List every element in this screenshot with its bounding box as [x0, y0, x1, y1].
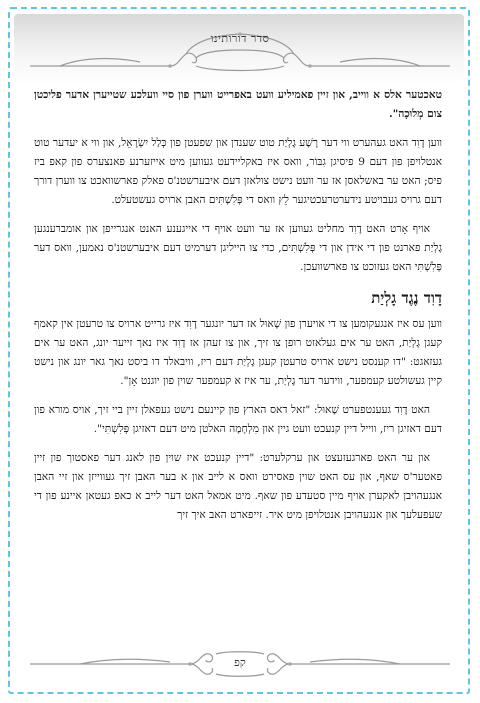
body-paragraph: האט דָוִד געענטפערט שָׁאוּל: "זאל דאס הארץ פון קיינעם נישט געפאלן זיין ביי זיך, אויס מורא פון דעם דאזיגן ריז, ווייל דיין קנעכט וועט גיין און מִלְחָמָה האלטן מיט דעם דאזיגן פְּלִשְׁתִּי". [34, 404, 442, 435]
page-body [34, 86, 442, 646]
body-paragraph: אויף אָרט האט דָוִד מחליט געווען אז ער וועט אויף די אייגענע האנט אנגרייפן און אומברענגען גָלְיַת פארנט פון די אידן און די פְּלִשְׁתִּים, כדי צו הייליגן דערמיט דעם איבערשטנ'ס נאמען, וואס דער פְּלִשְׁתִּי האט געזוכט צו פארשוועכן. [34, 223, 442, 273]
section-heading: דָוִד נֶגֶד גָלְיַת [371, 289, 442, 307]
body-paragraph: ווען דָוִד האט געהערט ווי דער רָשָׁע גָלְיַת טוט שענדן און שפעטן פון כְּלַל יִשְׂרָאֵל, און ווי א יעדער טוט אנטלויפן פון דעם 9 פיסיגן גִבּוֹר, וואס איז באקליידעט געווען מיט אייזערנע פאנצערס פון קאפ ביז פיס; האט ער באשלאסן אז ער וועט נישט צולאזן דעם איבערשטנ'ס פאלק פארשוואכט צו ווערן דורך דעם גרויס געבויטע נידערטרעכטיגער לֵץ וואס די פְּלִשְׁתִּים האבן ארויס געשטעלט. [34, 137, 442, 206]
running-header-title: סדר דורותינו [210, 32, 270, 45]
body-paragraph: טאכטער אלס א ווייב, און זיין פאמיליע וועט באפרייט ווערן פון סיי וועלכע שטייערן אדער פליכטן צום מְלוּכָה". [34, 89, 442, 120]
body-paragraph: ווען עס איז אנגעקומען צו די אויערן פון שָׁאוּל אז דער יונגער דָוִד איז גרייט ארויס צו טרעטן אין קאמף קעגן גָלְיַת, האט ער אים געלאזט רופן צו זיך, און צו זעהן אז דָוִד איז נאך זייער יונג, האט ער אים געזאגט: "דו קענסט נישט ארויס טרעטן קעגן גָלְיַת דעם ריז, וויבאלד דו ביסט נאך גאר יונג און נישט קיין געשולטע קעמפער, ווידער דער גָלְיַת, ער איז א קעמפער שוין פון יוגנט אָן". [34, 318, 442, 387]
body-paragraph: און ער האט פארגעזעצט און ערקלערט: "דיין קנעכט איז שוין פון לאנג דער פאסטוך פון זיין פאטער'ס שאף, און עס האט שוין פאסירט וואס א לייב און א בער האבן זיך געווייזן און זיי האבן אנגעהויבן לאקערן אויף מיין סטעדע פון שאף. מיט אמאל האט דער לייב א כאפ געטאן איינע פון די שעפעלעך און אנגעהויבן אנטלויפן מיט איר. זייפארט האב איך זיך [34, 452, 442, 521]
page-number: קפ [234, 656, 246, 669]
